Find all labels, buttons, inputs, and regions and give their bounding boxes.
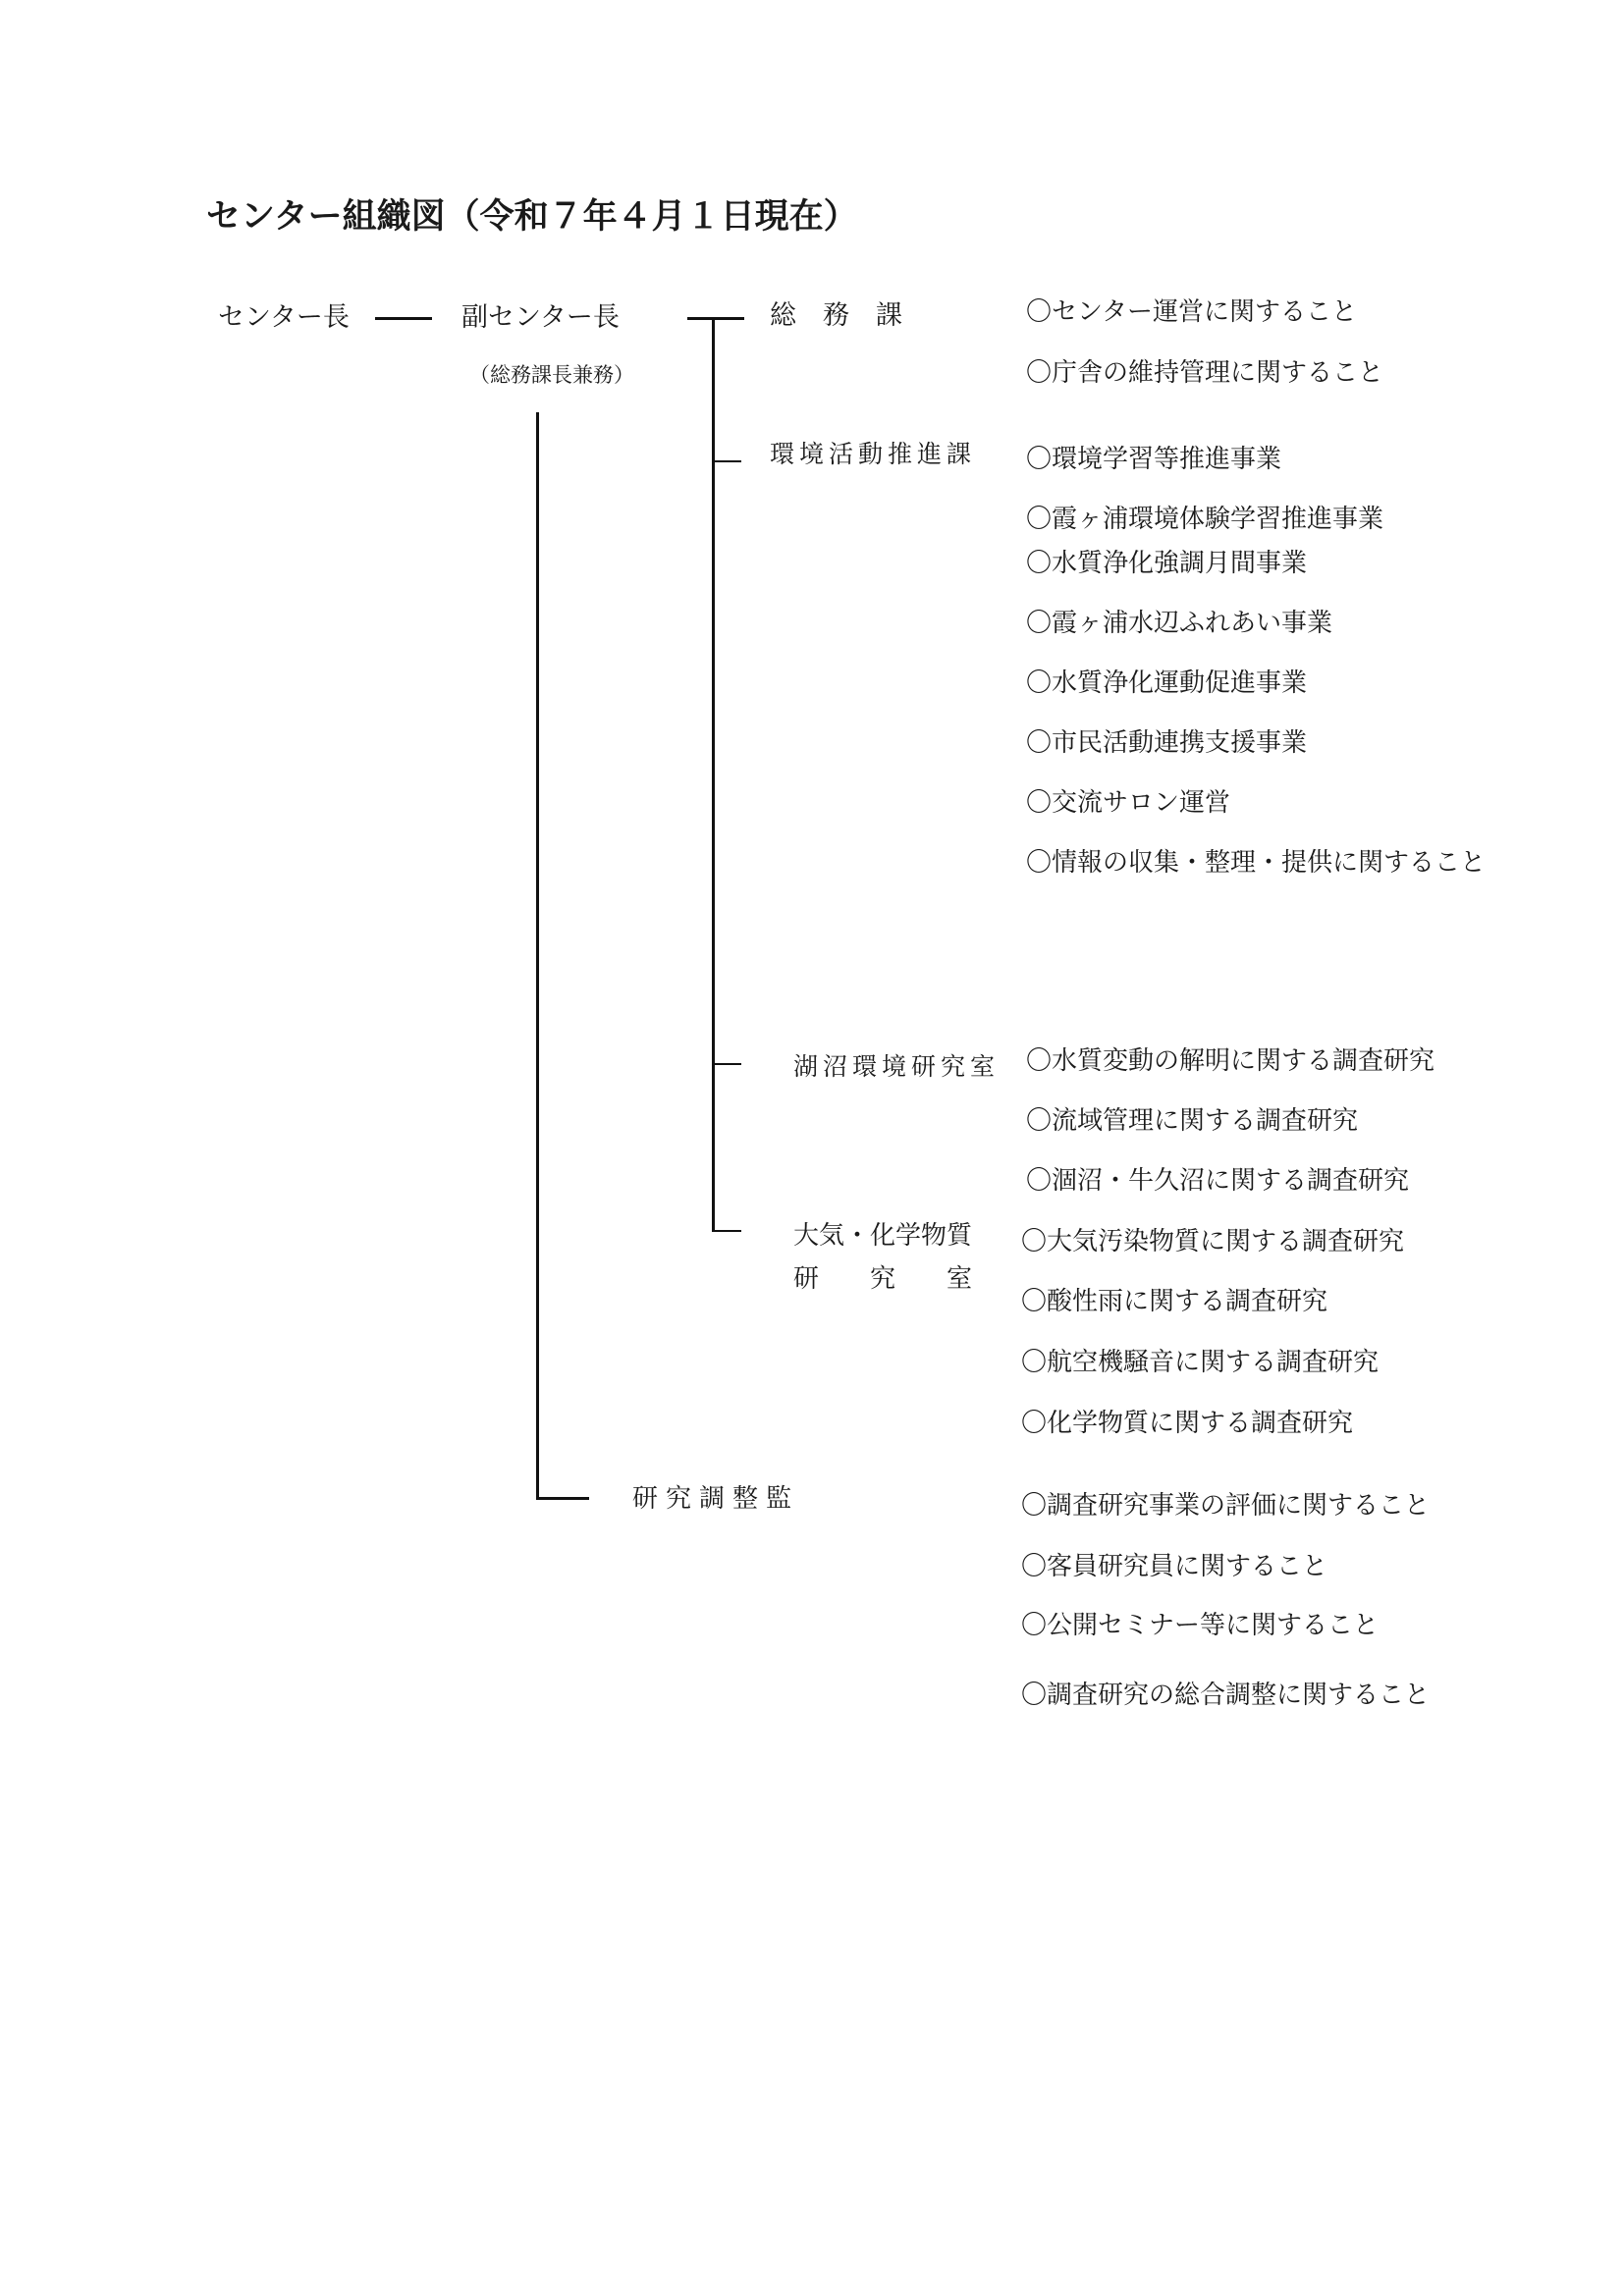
line-deputy-trunk	[687, 317, 744, 320]
line-branch-env-activity	[712, 460, 741, 462]
node-general-affairs: 総 務 課	[770, 300, 902, 331]
node-lake-lab: 湖沼環境研究室	[793, 1052, 1001, 1081]
duty-env-activity-3: 〇水質浄化強調月間事業	[1026, 549, 1308, 578]
duty-air-lab-2: 〇酸性雨に関する調査研究	[1021, 1287, 1328, 1316]
node-air-lab-line2: 研 究 室	[793, 1264, 973, 1294]
duty-general-affairs-1: 〇センター運営に関すること	[1026, 297, 1357, 327]
duty-research-coord-1: 〇調査研究事業の評価に関すること	[1021, 1491, 1431, 1521]
duty-research-coord-3: 〇公開セミナー等に関すること	[1021, 1611, 1380, 1640]
node-env-activity-division: 環境活動推進課	[770, 440, 977, 468]
duty-env-activity-4: 〇霞ヶ浦水辺ふれあい事業	[1026, 609, 1333, 638]
duty-env-activity-1: 〇環境学習等推進事業	[1026, 445, 1282, 474]
line-divisions-vertical	[712, 317, 715, 1232]
duty-lake-lab-2: 〇流域管理に関する調査研究	[1026, 1106, 1359, 1136]
duty-general-affairs-2: 〇庁舎の維持管理に関すること	[1026, 358, 1384, 388]
line-branch-research-coord	[536, 1497, 589, 1500]
line-deputy-vertical	[536, 412, 539, 1500]
duty-research-coord-2: 〇客員研究員に関すること	[1021, 1552, 1328, 1581]
duty-air-lab-1: 〇大気汚染物質に関する調査研究	[1021, 1227, 1405, 1256]
node-director: センター長	[218, 302, 350, 333]
duty-lake-lab-1: 〇水質変動の解明に関する調査研究	[1026, 1046, 1435, 1076]
node-deputy-director: 副センター長	[461, 302, 620, 333]
page-title: センター組織図（令和７年４月１日現在）	[206, 197, 858, 237]
duty-env-activity-2: 〇霞ヶ浦環境体験学習推進事業	[1026, 505, 1384, 534]
duty-air-lab-4: 〇化学物質に関する調査研究	[1021, 1409, 1354, 1438]
duty-air-lab-3: 〇航空機騒音に関する調査研究	[1021, 1348, 1380, 1377]
node-deputy-note: （総務課長兼務）	[469, 363, 634, 387]
line-director-deputy	[375, 317, 432, 320]
duty-env-activity-6: 〇市民活動連携支援事業	[1026, 728, 1308, 758]
duty-lake-lab-3: 〇涸沼・牛久沼に関する調査研究	[1026, 1166, 1410, 1196]
duty-env-activity-7: 〇交流サロン運営	[1026, 788, 1231, 818]
duty-env-activity-5: 〇水質浄化運動促進事業	[1026, 668, 1308, 698]
line-branch-air-lab	[712, 1230, 741, 1232]
node-air-lab-line1: 大気・化学物質	[793, 1221, 973, 1251]
duty-env-activity-8: 〇情報の収集・整理・提供に関すること	[1026, 848, 1487, 878]
duty-research-coord-4: 〇調査研究の総合調整に関すること	[1021, 1681, 1431, 1710]
line-branch-lake-lab	[712, 1063, 741, 1065]
node-research-coordinator: 研究調整監	[632, 1484, 800, 1514]
